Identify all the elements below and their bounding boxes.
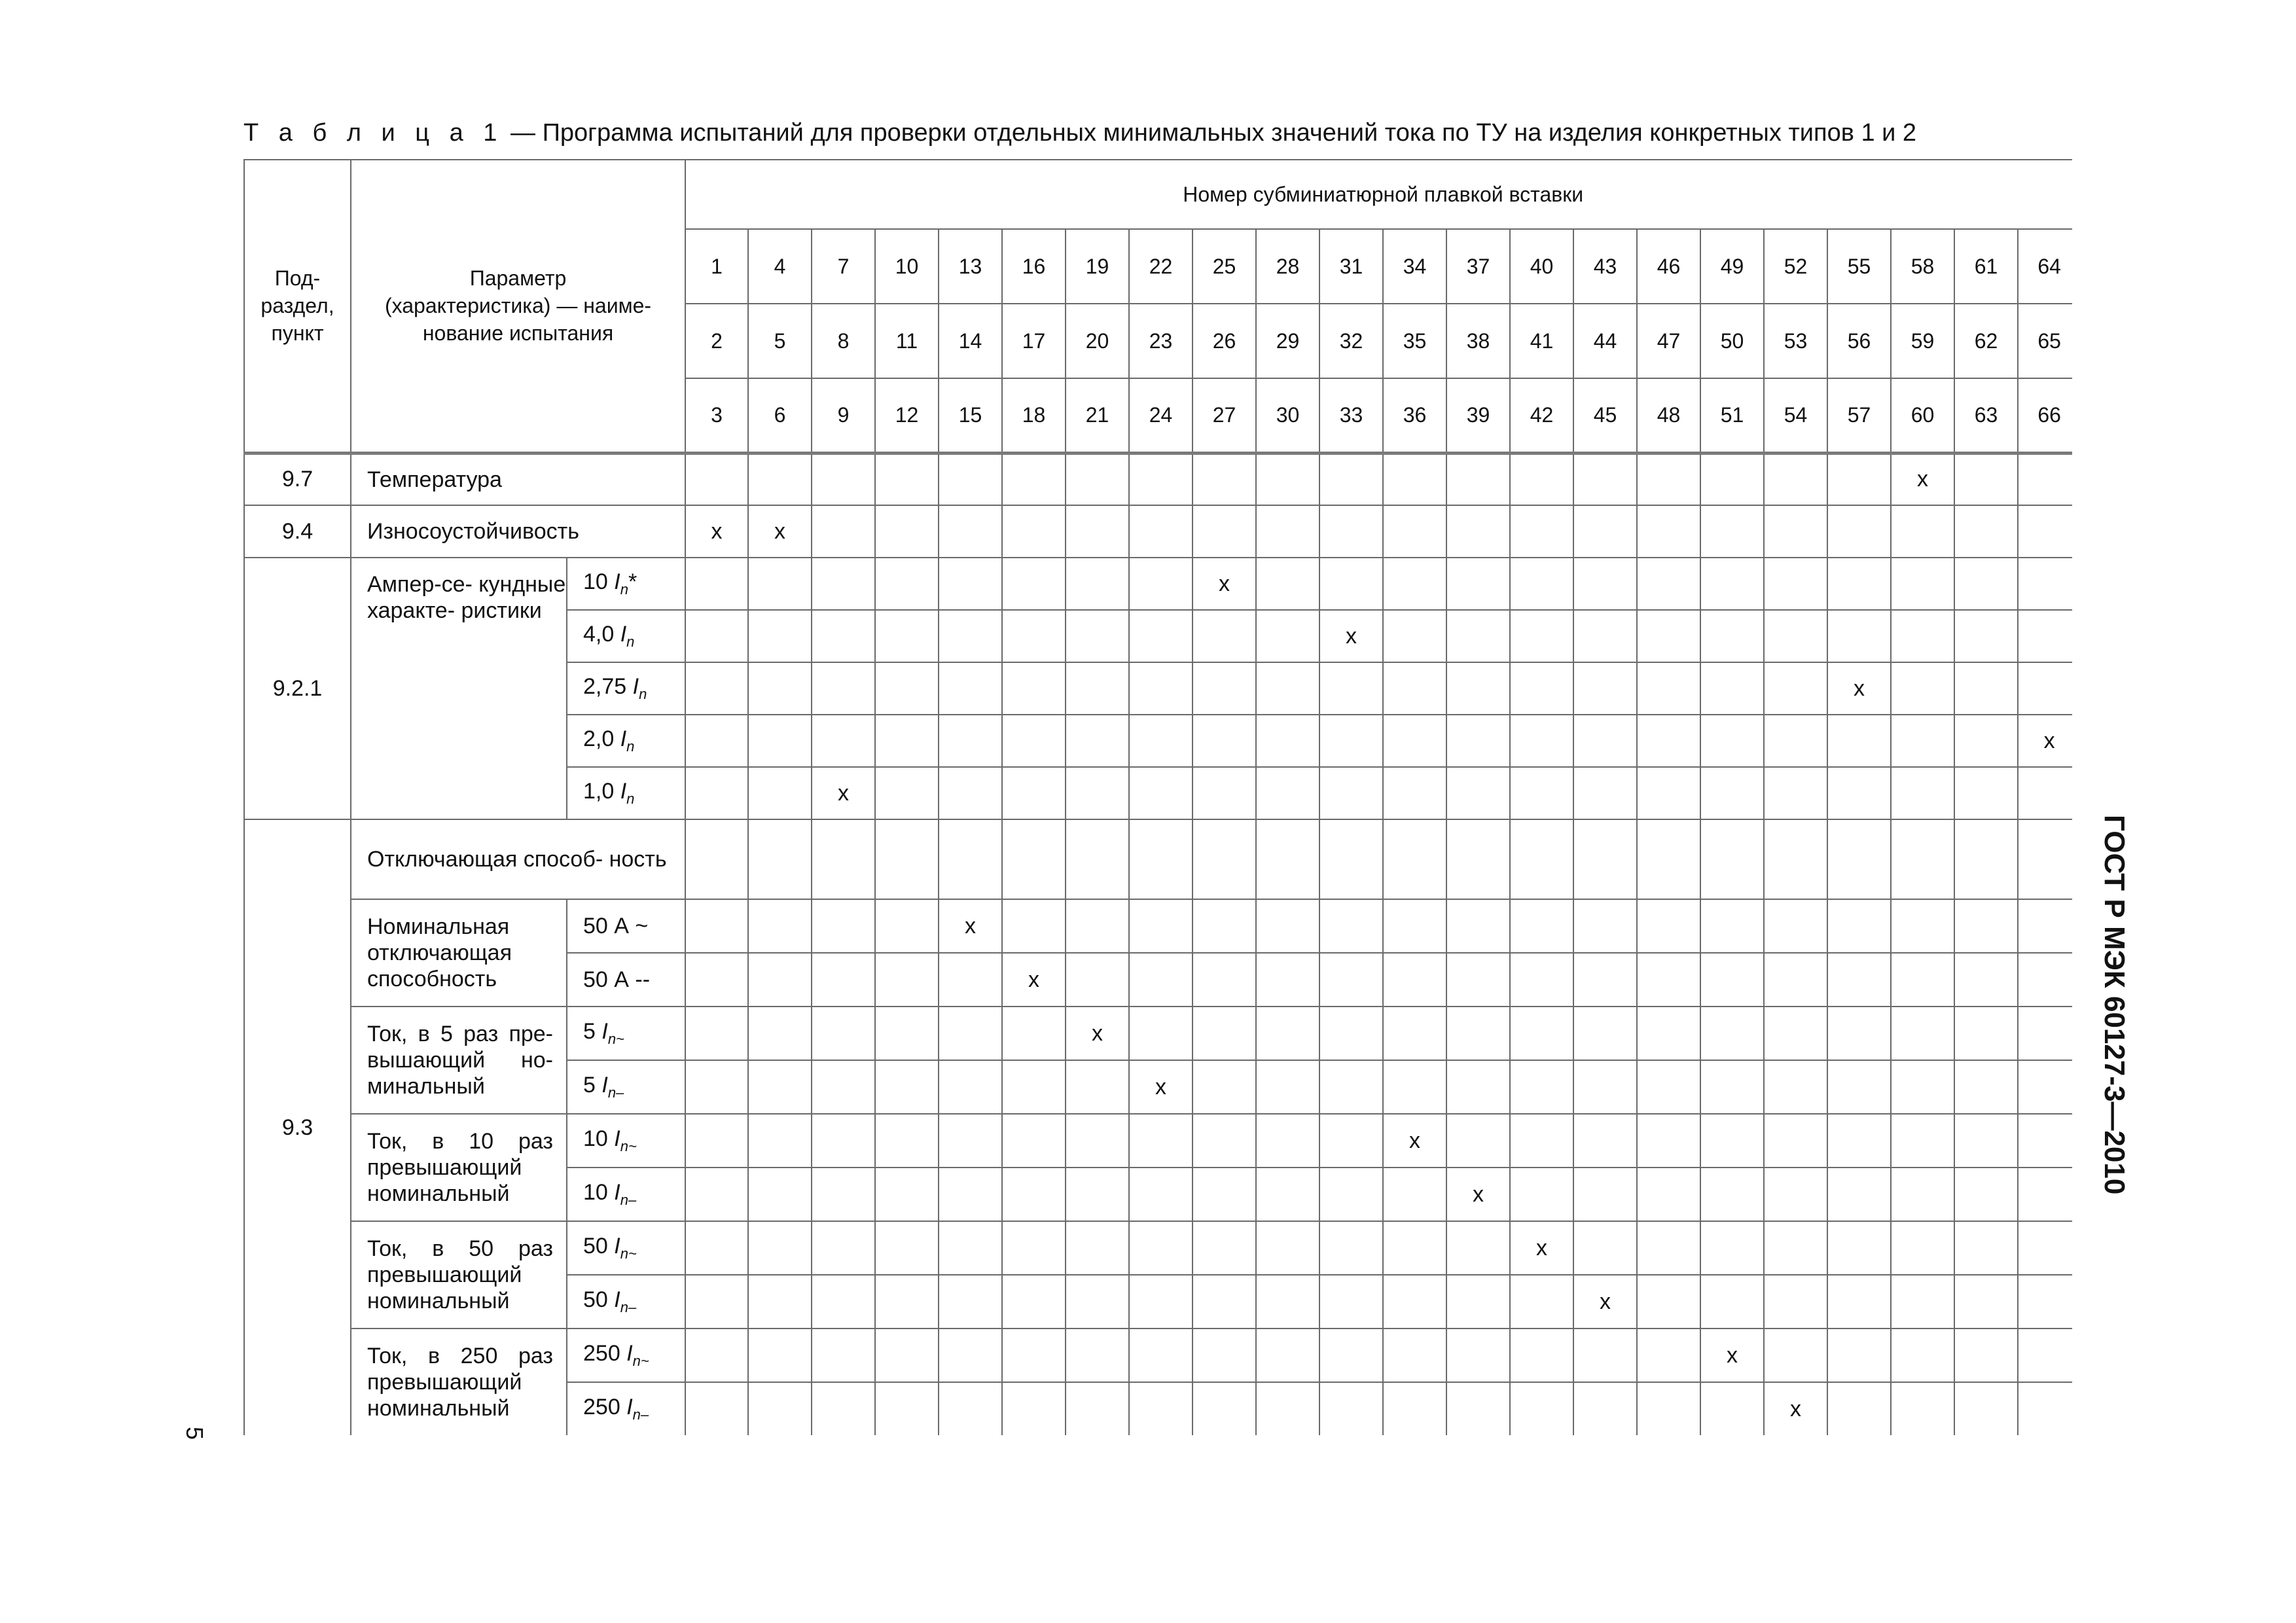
fuse-number-cell: 59 bbox=[1891, 304, 1954, 378]
test-mark: x bbox=[1002, 953, 1066, 1007]
subtest-label: 1,0 $I_n$ bbox=[567, 767, 685, 819]
fuse-number-cell: 63 bbox=[1954, 378, 2018, 453]
fuse-number-cell: 44 bbox=[1573, 304, 1637, 378]
fuse-number-cell: 64 bbox=[2018, 229, 2072, 304]
fuse-number-cell: 29 bbox=[1256, 304, 1319, 378]
fuse-number-cell: 43 bbox=[1573, 229, 1637, 304]
test-mark: x bbox=[1129, 1060, 1193, 1114]
group-name: Номинальная отключающая способность bbox=[351, 899, 567, 1007]
fuse-number-cell: 23 bbox=[1129, 304, 1193, 378]
section-number: 9.2.1 bbox=[244, 558, 351, 819]
section-number: 9.4 bbox=[244, 505, 351, 558]
subtest-label: 4,0 $I_n$ bbox=[567, 610, 685, 662]
section-header-line-2: раздел, bbox=[260, 294, 334, 318]
fuse-number-cell: 27 bbox=[1193, 378, 1256, 453]
fuse-number-cell: 5 bbox=[748, 304, 812, 378]
fuse-number-cell: 56 bbox=[1827, 304, 1891, 378]
fuse-number-cell: 14 bbox=[939, 304, 1002, 378]
test-mark: x bbox=[685, 505, 748, 558]
fuse-number-cell: 8 bbox=[812, 304, 875, 378]
section-number: 9.7 bbox=[244, 453, 351, 505]
fuse-number-cell: 28 bbox=[1256, 229, 1319, 304]
fuse-number-cell: 6 bbox=[748, 378, 812, 453]
fuse-number-cell: 19 bbox=[1066, 229, 1129, 304]
fuse-number-cell: 47 bbox=[1637, 304, 1700, 378]
fuse-number-cell: 61 bbox=[1954, 229, 2018, 304]
test-name: Температура bbox=[351, 453, 685, 505]
parameter-header-line-3: нование испытания bbox=[422, 321, 614, 346]
fuse-number-cell: 25 bbox=[1193, 229, 1256, 304]
subtest-label: 50 $I_{n-}$ bbox=[567, 1275, 685, 1329]
fuse-number-cell: 22 bbox=[1129, 229, 1193, 304]
test-mark: x bbox=[1383, 1114, 1446, 1168]
subtest-label: 5 $I_{n-}$ bbox=[567, 1060, 685, 1114]
test-name: Износоустойчивость bbox=[351, 505, 685, 558]
fuse-numbers-header: Номер субминиатюрной плавкой вставки bbox=[685, 160, 2072, 229]
fuse-number-cell: 36 bbox=[1383, 378, 1446, 453]
fuse-number-cell: 18 bbox=[1002, 378, 1066, 453]
page-number: 5 bbox=[181, 1427, 208, 1440]
subtest-label: 10 $I_{n\sim}$ bbox=[567, 1114, 685, 1168]
subtest-label: 50 $I_{n\sim}$ bbox=[567, 1221, 685, 1275]
parameter-header-line-1: Параметр bbox=[469, 266, 567, 291]
test-mark: x bbox=[1827, 662, 1891, 715]
fuse-number-cell: 62 bbox=[1954, 304, 2018, 378]
fuse-number-cell: 54 bbox=[1764, 378, 1827, 453]
fuse-number-cell: 38 bbox=[1446, 304, 1510, 378]
fuse-number-cell: 1 bbox=[685, 229, 748, 304]
group-name: Ток, в 250 раз превышающий номинальный bbox=[351, 1329, 567, 1435]
test-mark: x bbox=[1573, 1275, 1637, 1329]
table-caption bbox=[243, 119, 1916, 147]
fuse-number-cell: 9 bbox=[812, 378, 875, 453]
fuse-number-cell: 39 bbox=[1446, 378, 1510, 453]
fuse-number-cell: 33 bbox=[1319, 378, 1383, 453]
fuse-number-cell: 66 bbox=[2018, 378, 2072, 453]
group-name: Ток, в 5 раз пре- вышающий но- минальный bbox=[351, 1007, 567, 1114]
fuse-number-cell: 35 bbox=[1383, 304, 1446, 378]
fuse-number-cell: 46 bbox=[1637, 229, 1700, 304]
fuse-number-cell: 2 bbox=[685, 304, 748, 378]
fuse-number-cell: 49 bbox=[1700, 229, 1764, 304]
fuse-number-cell: 20 bbox=[1066, 304, 1129, 378]
fuse-number-cell: 37 bbox=[1446, 229, 1510, 304]
fuse-number-cell: 50 bbox=[1700, 304, 1764, 378]
group-name: Ток, в 10 раз превышающий номинальный bbox=[351, 1114, 567, 1221]
fuse-number-cell: 58 bbox=[1891, 229, 1954, 304]
fuse-number-cell: 32 bbox=[1319, 304, 1383, 378]
test-mark: x bbox=[1891, 453, 1954, 505]
fuse-number-cell: 42 bbox=[1510, 378, 1573, 453]
section-header-line-3: пункт bbox=[271, 321, 324, 346]
fuse-number-cell: 7 bbox=[812, 229, 875, 304]
group-name: Ток, в 50 раз превышающий номинальный bbox=[351, 1221, 567, 1329]
fuse-number-cell: 52 bbox=[1764, 229, 1827, 304]
table-container bbox=[243, 159, 2072, 1435]
test-mark: x bbox=[1510, 1221, 1573, 1275]
parameter-column-header bbox=[351, 160, 685, 453]
test-mark: x bbox=[1700, 1329, 1764, 1382]
fuse-number-cell: 51 bbox=[1700, 378, 1764, 453]
fuse-number-cell: 12 bbox=[875, 378, 939, 453]
fuse-number-cell: 15 bbox=[939, 378, 1002, 453]
fuse-number-cell: 55 bbox=[1827, 229, 1891, 304]
test-mark: x bbox=[1066, 1007, 1129, 1060]
document-code: ГОСТ Р МЭК 60127-3—2010 bbox=[2098, 815, 2130, 1195]
fuse-number-cell: 45 bbox=[1573, 378, 1637, 453]
fuse-number-cell: 17 bbox=[1002, 304, 1066, 378]
fuse-number-cell: 3 bbox=[685, 378, 748, 453]
test-mark: x bbox=[939, 899, 1002, 953]
fuse-number-cell: 57 bbox=[1827, 378, 1891, 453]
subtest-label: 10 $I_{n-}$ bbox=[567, 1168, 685, 1221]
caption-text: — Программа испытаний для проверки отдельных минимальных значений тока по ТУ на изделия конкретных типов 1 и 2 bbox=[503, 119, 1917, 147]
fuse-number-cell: 16 bbox=[1002, 229, 1066, 304]
fuse-number-cell: 30 bbox=[1256, 378, 1319, 453]
fuse-number-cell: 31 bbox=[1319, 229, 1383, 304]
fuse-number-cell: 13 bbox=[939, 229, 1002, 304]
fuse-number-cell: 34 bbox=[1383, 229, 1446, 304]
test-mark: x bbox=[2018, 715, 2072, 767]
fuse-number-cell: 60 bbox=[1891, 378, 1954, 453]
fuse-number-cell: 10 bbox=[875, 229, 939, 304]
fuse-number-cell: 48 bbox=[1637, 378, 1700, 453]
subtest-label: 250 $I_{n\sim}$ bbox=[567, 1329, 685, 1382]
subtest-label: 250 $I_{n-}$ bbox=[567, 1382, 685, 1435]
section-number: 9.3 bbox=[244, 819, 351, 1435]
test-mark: x bbox=[1764, 1382, 1827, 1435]
fuse-number-cell: 53 bbox=[1764, 304, 1827, 378]
section-header-line-1: Под- bbox=[274, 266, 321, 291]
group-name: Ампер-се- кундные характе- ристики bbox=[351, 558, 567, 819]
subtest-label: 50 А -- bbox=[567, 953, 685, 1007]
fuse-number-cell: 26 bbox=[1193, 304, 1256, 378]
subtest-label: 2,75 $I_n$ bbox=[567, 662, 685, 715]
test-mark: x bbox=[1319, 610, 1383, 662]
test-mark: x bbox=[748, 505, 812, 558]
subtest-label: 2,0 $I_n$ bbox=[567, 715, 685, 767]
test-mark: x bbox=[1193, 558, 1256, 610]
fuse-number-cell: 21 bbox=[1066, 378, 1129, 453]
test-name: Отключающая способ- ность bbox=[351, 819, 685, 899]
parameter-header-line-2: (характеристика) — наиме- bbox=[384, 294, 652, 318]
fuse-number-cell: 11 bbox=[875, 304, 939, 378]
test-program-table bbox=[243, 159, 2072, 1435]
caption-prefix: Т а б л и ц а 1 bbox=[243, 119, 504, 147]
fuse-number-cell: 40 bbox=[1510, 229, 1573, 304]
subtest-label: 10 $I_n*$ bbox=[567, 558, 685, 610]
fuse-number-cell: 65 bbox=[2018, 304, 2072, 378]
test-mark: x bbox=[812, 767, 875, 819]
fuse-number-cell: 4 bbox=[748, 229, 812, 304]
fuse-number-cell: 24 bbox=[1129, 378, 1193, 453]
subtest-label: 5 $I_{n\sim}$ bbox=[567, 1007, 685, 1060]
test-mark: x bbox=[1446, 1168, 1510, 1221]
section-column-header bbox=[244, 160, 351, 453]
subtest-label: 50 А ~ bbox=[567, 899, 685, 953]
fuse-number-cell: 41 bbox=[1510, 304, 1573, 378]
